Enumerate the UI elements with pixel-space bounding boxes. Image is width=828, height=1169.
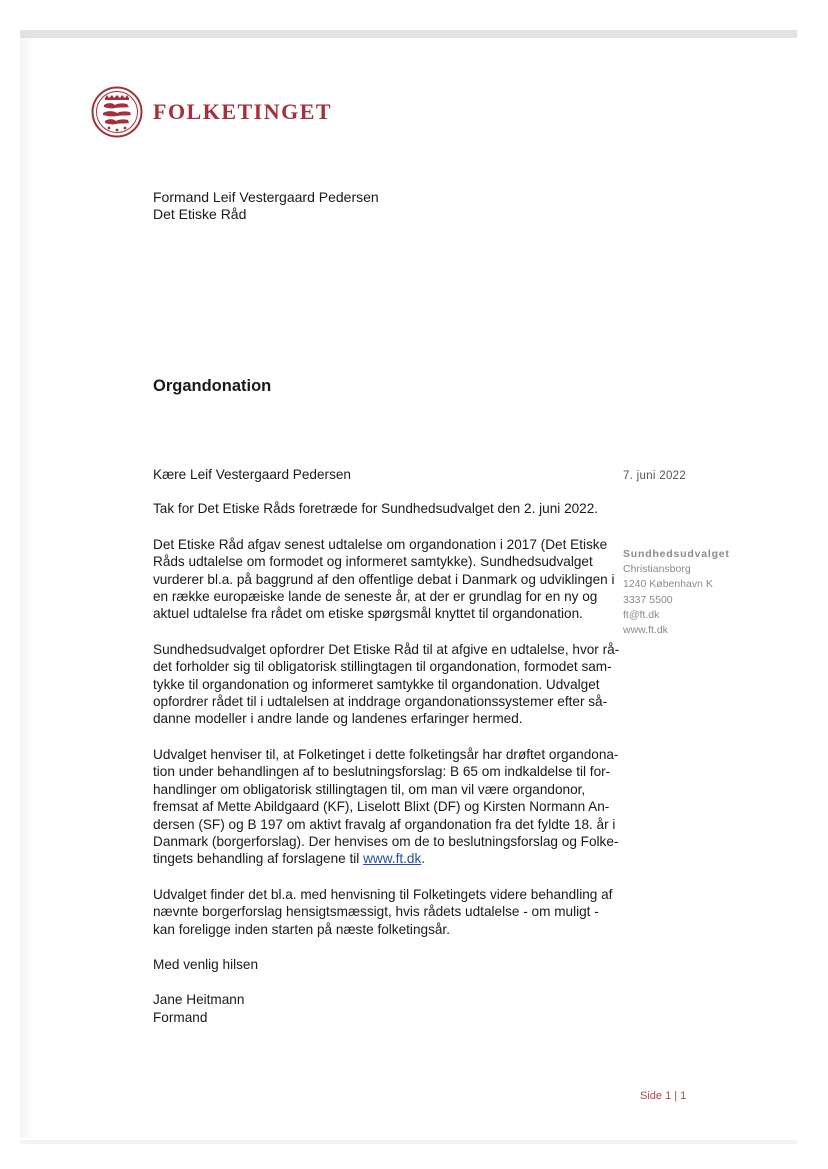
- paragraph-2: [153, 536, 613, 623]
- paragraph-line: Danmark (borgerforslag). Der henvises om de to beslutningsforslag og Folke-: [153, 833, 619, 849]
- paragraph-line: Udvalget henviser til, at Folketinget i dette folketingsår har drøftet organdona-: [153, 746, 619, 762]
- paragraph-line: det forholder sig til obligatorisk stillingtagen til organdonation, formodet sam-: [153, 659, 612, 675]
- paragraph-line: Udvalget finder det bl.a. med henvisning til Folketingets videre behandling af: [153, 886, 613, 902]
- salutation: Kære Leif Vestergaard Pedersen: [153, 467, 351, 482]
- paragraph-line: opfordrer rådet til i udtalelsen at inddrage organdonationssystemer efter så-: [153, 694, 608, 710]
- paragraph-3: [153, 641, 620, 728]
- signer-name: Jane Heitmann: [153, 992, 245, 1008]
- letter-body: [153, 466, 620, 1026]
- paragraph-line: aktuel udtalelse fra rådet om etiske spørgsmål knyttet til organdonation.: [153, 606, 583, 622]
- signer-title: Formand: [153, 1009, 208, 1025]
- ft-website-link[interactable]: www.ft.dk: [363, 851, 422, 867]
- paragraph-line: vurderer bl.a. på baggrund af den offentlige debat i Danmark og udviklingen i: [153, 571, 615, 587]
- closing: Med venlig hilsen: [153, 956, 259, 972]
- paragraph-4: [153, 746, 619, 868]
- paragraph-line: en række europæiske lande de seneste år, at der er grundlag for en ny og: [153, 589, 598, 605]
- paragraph-line: fremsat af Mette Abildgaard (KF), Liselott Blixt (DF) og Kirsten Normann An-: [153, 799, 610, 815]
- sender-email: ft@ft.dk: [623, 608, 660, 621]
- page-number: Side 1 | 1: [640, 1090, 687, 1102]
- recipient-organization: Det Etiske Råd: [153, 206, 247, 222]
- paragraph-line: tykke til organdonation og informeret samtykke til organdonation. Udvalget: [153, 676, 600, 692]
- paragraph-line: [153, 850, 613, 867]
- letter-date: 7. juni 2022: [623, 470, 687, 482]
- recipient-block: [153, 189, 379, 223]
- paragraph-line: kan foreligge inden starten på næste folketingsår.: [153, 921, 450, 937]
- sender-address-line1: Christiansborg: [623, 563, 691, 576]
- sender-phone: 3337 5500: [623, 593, 673, 606]
- paragraph-text: .: [421, 851, 426, 867]
- sender-website: www.ft.dk: [623, 624, 668, 637]
- letter-subject: Organdonation: [153, 377, 272, 395]
- paragraph-line: tion under behandlingen af to beslutningsforslag: B 65 om indkaldelse til for-: [153, 764, 611, 780]
- scan-left-shade: [20, 38, 34, 1138]
- folketinget-logo: [91, 86, 332, 138]
- folketinget-seal-icon: [91, 86, 143, 138]
- sender-committee: Sundhedsudvalget: [623, 548, 730, 560]
- paragraph-line: Råds udtalelse om formodet og informeret samtykke). Sundhedsudvalget: [153, 554, 593, 570]
- paragraph-1: Tak for Det Etiske Råds foretræde for Sundhedsudvalget den 2. juni 2022.: [153, 501, 599, 517]
- logo-text: FOLKETINGET: [153, 99, 333, 124]
- paragraph-line: Det Etiske Råd afgav senest udtalelse om organdonation i 2017 (Det Etiske: [153, 536, 608, 552]
- sender-info: [623, 547, 730, 638]
- paragraph-text: tingets behandling af forslagene til: [153, 851, 364, 867]
- sender-address-line2: 1240 København K: [623, 578, 713, 591]
- paragraph-line: Sundhedsudvalget opfordrer Det Etiske Råd til at afgive en udtalelse, hvor rå-: [153, 641, 620, 657]
- paragraph-5: [153, 886, 613, 938]
- paragraph-line: danne modeller i andre lande og landenes erfaringer hermed.: [153, 711, 523, 727]
- recipient-name: Formand Leif Vestergaard Pedersen: [153, 189, 379, 205]
- paragraph-line: dersen (SF) og B 197 om aktivt fravalg af organdonation fra det fyldte 18. år i: [153, 816, 616, 832]
- scan-bottom-border: [20, 1140, 797, 1144]
- scan-top-border: [20, 30, 797, 38]
- paragraph-line: handlinger om obligatorisk stillingtagen til, om man vil være organdonor,: [153, 781, 586, 797]
- paragraph-line: nævnte borgerforslag hensigtsmæssigt, hvis rådets udtalelse - om muligt -: [153, 904, 599, 920]
